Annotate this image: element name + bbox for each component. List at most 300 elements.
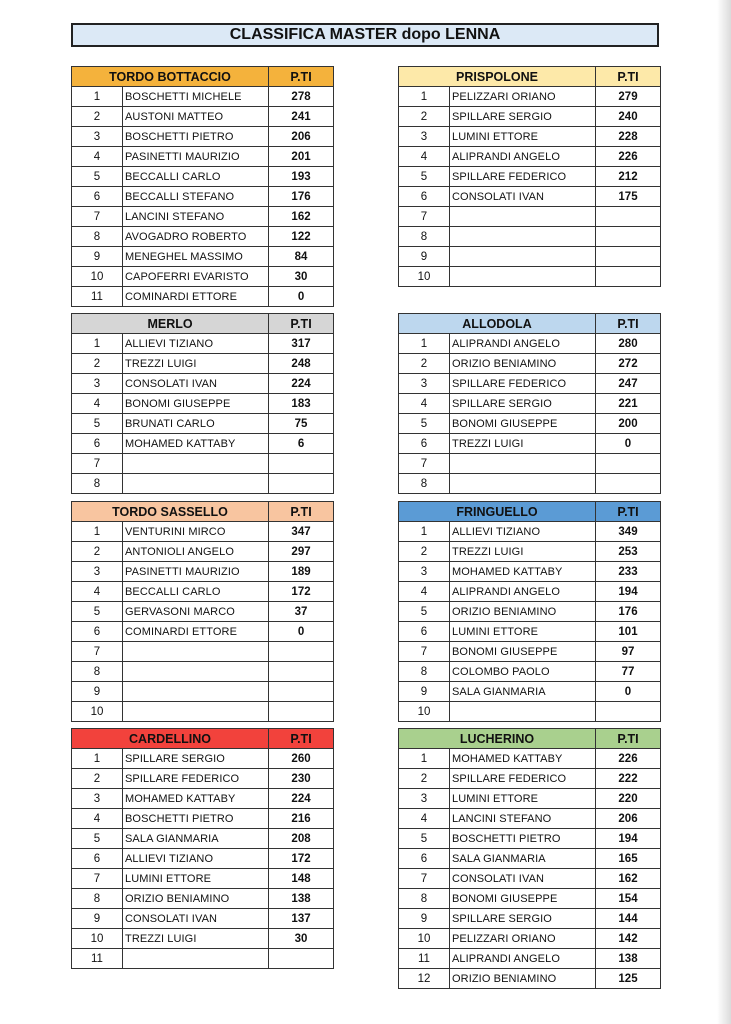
- competitor-points: 0: [596, 682, 661, 702]
- competitor-points: 138: [269, 889, 334, 909]
- table-header-row: [72, 314, 334, 334]
- table-row: [72, 87, 334, 107]
- table-row: [399, 869, 661, 889]
- competitor-name: TREZZI LUIGI: [450, 542, 596, 562]
- rank-position: 5: [72, 602, 123, 622]
- competitor-points: [269, 642, 334, 662]
- competitor-name: ALLIEVI TIZIANO: [450, 522, 596, 542]
- table-row: [399, 247, 661, 267]
- ranking-table-cardellino: [71, 728, 334, 969]
- competitor-name: BECCALLI CARLO: [123, 582, 269, 602]
- competitor-name: ANTONIOLI ANGELO: [123, 542, 269, 562]
- table-row: [399, 87, 661, 107]
- rank-position: 7: [399, 454, 450, 474]
- competitor-points: 165: [596, 849, 661, 869]
- competitor-name: MOHAMED KATTABY: [123, 434, 269, 454]
- table-row: [72, 829, 334, 849]
- competitor-name: LANCINI STEFANO: [450, 809, 596, 829]
- rank-position: 10: [399, 929, 450, 949]
- category-name: TORDO BOTTACCIO: [72, 67, 269, 87]
- competitor-points: 138: [596, 949, 661, 969]
- page-edge-shadow: [717, 0, 731, 1024]
- category-name: MERLO: [72, 314, 269, 334]
- competitor-name: BONOMI GIUSEPPE: [450, 414, 596, 434]
- rank-position: 6: [72, 849, 123, 869]
- rank-position: 6: [399, 849, 450, 869]
- competitor-points: 175: [596, 187, 661, 207]
- points-column-header: P.TI: [269, 314, 334, 334]
- competitor-name: GERVASONI MARCO: [123, 602, 269, 622]
- table-row: [399, 682, 661, 702]
- competitor-name: SPILLARE FEDERICO: [123, 769, 269, 789]
- table-row: [72, 769, 334, 789]
- competitor-name: BOSCHETTI MICHELE: [123, 87, 269, 107]
- table-row: [72, 749, 334, 769]
- category-name: ALLODOLA: [399, 314, 596, 334]
- competitor-name: [123, 702, 269, 722]
- competitor-name: CONSOLATI IVAN: [123, 374, 269, 394]
- competitor-points: 297: [269, 542, 334, 562]
- competitor-points: 30: [269, 267, 334, 287]
- competitor-points: 30: [269, 929, 334, 949]
- competitor-name: LUMINI ETTORE: [450, 622, 596, 642]
- competitor-name: [450, 247, 596, 267]
- competitor-points: 260: [269, 749, 334, 769]
- category-name: PRISPOLONE: [399, 67, 596, 87]
- table-row: [72, 562, 334, 582]
- competitor-points: 183: [269, 394, 334, 414]
- competitor-name: [123, 682, 269, 702]
- rank-position: 10: [72, 267, 123, 287]
- table-row: [399, 562, 661, 582]
- table-header-row: [72, 502, 334, 522]
- competitor-name: SPILLARE SERGIO: [450, 394, 596, 414]
- table-row: [399, 474, 661, 494]
- rank-position: 8: [72, 227, 123, 247]
- table-row: [72, 474, 334, 494]
- rank-position: 11: [72, 287, 123, 307]
- competitor-name: BRUNATI CARLO: [123, 414, 269, 434]
- competitor-points: 144: [596, 909, 661, 929]
- competitor-name: ALIPRANDI ANGELO: [450, 147, 596, 167]
- table-row: [399, 187, 661, 207]
- competitor-name: ALLIEVI TIZIANO: [123, 334, 269, 354]
- competitor-points: [596, 247, 661, 267]
- rank-position: 5: [72, 167, 123, 187]
- competitor-points: 162: [596, 869, 661, 889]
- competitor-points: 228: [596, 127, 661, 147]
- table-header-row: [399, 67, 661, 87]
- rank-position: 6: [399, 434, 450, 454]
- rank-position: 2: [72, 542, 123, 562]
- competitor-points: 122: [269, 227, 334, 247]
- ranking-table-merlo: [71, 313, 334, 494]
- rank-position: 9: [399, 247, 450, 267]
- table-header-row: [399, 729, 661, 749]
- competitor-name: LANCINI STEFANO: [123, 207, 269, 227]
- rank-position: 4: [399, 394, 450, 414]
- competitor-name: CONSOLATI IVAN: [450, 187, 596, 207]
- competitor-points: 247: [596, 374, 661, 394]
- competitor-points: 0: [269, 622, 334, 642]
- competitor-name: SALA GIANMARIA: [450, 849, 596, 869]
- table-row: [399, 107, 661, 127]
- rank-position: 11: [399, 949, 450, 969]
- competitor-name: BONOMI GIUSEPPE: [450, 889, 596, 909]
- table-header-row: [399, 314, 661, 334]
- competitor-points: [269, 454, 334, 474]
- points-column-header: P.TI: [269, 502, 334, 522]
- competitor-points: [596, 454, 661, 474]
- competitor-name: [450, 207, 596, 227]
- competitor-points: 6: [269, 434, 334, 454]
- table-row: [72, 394, 334, 414]
- competitor-points: 212: [596, 167, 661, 187]
- rank-position: 2: [399, 107, 450, 127]
- competitor-points: 137: [269, 909, 334, 929]
- table-row: [72, 622, 334, 642]
- points-column-header: P.TI: [596, 502, 661, 522]
- table-row: [72, 227, 334, 247]
- competitor-name: [123, 454, 269, 474]
- table-row: [72, 542, 334, 562]
- rank-position: 2: [399, 542, 450, 562]
- page-title: CLASSIFICA MASTER dopo LENNA: [71, 23, 659, 47]
- table-row: [72, 582, 334, 602]
- competitor-points: 226: [596, 147, 661, 167]
- rank-position: 2: [72, 107, 123, 127]
- rank-position: 8: [72, 889, 123, 909]
- table-row: [399, 267, 661, 287]
- points-column-header: P.TI: [596, 67, 661, 87]
- table-row: [72, 454, 334, 474]
- rank-position: 1: [72, 522, 123, 542]
- competitor-name: [123, 474, 269, 494]
- rank-position: 10: [399, 702, 450, 722]
- competitor-points: 194: [596, 829, 661, 849]
- table-row: [72, 949, 334, 969]
- rank-position: 8: [399, 662, 450, 682]
- competitor-name: [123, 662, 269, 682]
- competitor-name: [450, 702, 596, 722]
- rank-position: 7: [72, 642, 123, 662]
- competitor-name: BOSCHETTI PIETRO: [123, 127, 269, 147]
- table-row: [72, 107, 334, 127]
- table-row: [399, 909, 661, 929]
- competitor-points: 221: [596, 394, 661, 414]
- competitor-name: BECCALLI STEFANO: [123, 187, 269, 207]
- competitor-points: 216: [269, 809, 334, 829]
- competitor-points: [596, 474, 661, 494]
- table-row: [72, 374, 334, 394]
- table-row: [399, 522, 661, 542]
- competitor-name: SPILLARE SERGIO: [123, 749, 269, 769]
- rank-position: 2: [399, 354, 450, 374]
- category-name: TORDO SASSELLO: [72, 502, 269, 522]
- competitor-points: 208: [269, 829, 334, 849]
- rank-position: 7: [399, 207, 450, 227]
- competitor-name: CONSOLATI IVAN: [123, 909, 269, 929]
- table-row: [399, 207, 661, 227]
- competitor-name: AVOGADRO ROBERTO: [123, 227, 269, 247]
- table-row: [399, 969, 661, 989]
- points-column-header: P.TI: [269, 729, 334, 749]
- table-row: [72, 909, 334, 929]
- table-row: [399, 394, 661, 414]
- rank-position: 9: [72, 682, 123, 702]
- rank-position: 4: [72, 394, 123, 414]
- table-row: [72, 434, 334, 454]
- table-header-row: [72, 729, 334, 749]
- table-row: [72, 167, 334, 187]
- competitor-points: 224: [269, 374, 334, 394]
- competitor-points: 224: [269, 789, 334, 809]
- rank-position: 1: [399, 87, 450, 107]
- rank-position: 4: [72, 582, 123, 602]
- table-header-row: [72, 67, 334, 87]
- table-row: [72, 849, 334, 869]
- table-row: [399, 334, 661, 354]
- competitor-points: 77: [596, 662, 661, 682]
- rank-position: 12: [399, 969, 450, 989]
- rank-position: 7: [72, 207, 123, 227]
- table-row: [399, 949, 661, 969]
- rank-position: 7: [399, 869, 450, 889]
- competitor-name: PASINETTI MAURIZIO: [123, 562, 269, 582]
- table-row: [72, 287, 334, 307]
- competitor-points: [596, 207, 661, 227]
- competitor-name: [450, 227, 596, 247]
- ranking-table-allodola: [398, 313, 661, 494]
- competitor-points: [596, 702, 661, 722]
- rank-position: 8: [399, 474, 450, 494]
- competitor-points: 194: [596, 582, 661, 602]
- competitor-name: SPILLARE FEDERICO: [450, 374, 596, 394]
- table-row: [72, 207, 334, 227]
- rank-position: 9: [72, 909, 123, 929]
- table-row: [399, 167, 661, 187]
- competitor-points: 37: [269, 602, 334, 622]
- rank-position: 9: [399, 682, 450, 702]
- competitor-name: PELIZZARI ORIANO: [450, 929, 596, 949]
- competitor-points: 101: [596, 622, 661, 642]
- table-row: [72, 682, 334, 702]
- competitor-points: 193: [269, 167, 334, 187]
- rank-position: 1: [72, 749, 123, 769]
- competitor-name: COMINARDI ETTORE: [123, 622, 269, 642]
- competitor-name: MOHAMED KATTABY: [450, 749, 596, 769]
- category-name: FRINGUELLO: [399, 502, 596, 522]
- competitor-name: TREZZI LUIGI: [450, 434, 596, 454]
- rank-position: 5: [72, 414, 123, 434]
- rank-position: 4: [72, 147, 123, 167]
- table-row: [399, 642, 661, 662]
- rank-position: 2: [399, 769, 450, 789]
- competitor-points: 253: [596, 542, 661, 562]
- table-row: [399, 789, 661, 809]
- competitor-name: MENEGHEL MASSIMO: [123, 247, 269, 267]
- competitor-points: 222: [596, 769, 661, 789]
- rank-position: 3: [399, 789, 450, 809]
- competitor-name: AUSTONI MATTEO: [123, 107, 269, 127]
- rank-position: 5: [72, 829, 123, 849]
- table-row: [399, 662, 661, 682]
- competitor-points: 206: [596, 809, 661, 829]
- competitor-name: [123, 642, 269, 662]
- rank-position: 6: [72, 434, 123, 454]
- competitor-name: BOSCHETTI PIETRO: [450, 829, 596, 849]
- table-row: [399, 702, 661, 722]
- competitor-name: ALIPRANDI ANGELO: [450, 949, 596, 969]
- table-row: [72, 187, 334, 207]
- competitor-points: 230: [269, 769, 334, 789]
- rank-position: 4: [399, 809, 450, 829]
- table-row: [399, 434, 661, 454]
- ranking-table-lucherino: [398, 728, 661, 989]
- rank-position: 7: [399, 642, 450, 662]
- rank-position: 6: [399, 187, 450, 207]
- competitor-points: 162: [269, 207, 334, 227]
- table-row: [72, 334, 334, 354]
- table-row: [399, 602, 661, 622]
- competitor-points: [596, 267, 661, 287]
- competitor-points: [269, 682, 334, 702]
- rank-position: 3: [399, 127, 450, 147]
- table-row: [72, 354, 334, 374]
- table-row: [72, 522, 334, 542]
- competitor-points: 272: [596, 354, 661, 374]
- table-row: [72, 869, 334, 889]
- table-row: [399, 227, 661, 247]
- competitor-name: CONSOLATI IVAN: [450, 869, 596, 889]
- competitor-points: 220: [596, 789, 661, 809]
- rank-position: 8: [72, 662, 123, 682]
- competitor-points: 200: [596, 414, 661, 434]
- rank-position: 11: [72, 949, 123, 969]
- rank-position: 4: [399, 147, 450, 167]
- competitor-name: COLOMBO PAOLO: [450, 662, 596, 682]
- competitor-name: LUMINI ETTORE: [450, 789, 596, 809]
- table-row: [399, 454, 661, 474]
- table-row: [399, 809, 661, 829]
- competitor-points: [269, 702, 334, 722]
- table-row: [399, 542, 661, 562]
- category-name: LUCHERINO: [399, 729, 596, 749]
- rank-position: 10: [399, 267, 450, 287]
- rank-position: 9: [399, 909, 450, 929]
- competitor-points: 125: [596, 969, 661, 989]
- rank-position: 3: [72, 789, 123, 809]
- competitor-name: ORIZIO BENIAMINO: [123, 889, 269, 909]
- competitor-points: 279: [596, 87, 661, 107]
- competitor-points: [596, 227, 661, 247]
- ranking-table-tordo-sassello: [71, 501, 334, 722]
- competitor-name: BONOMI GIUSEPPE: [123, 394, 269, 414]
- table-header-row: [399, 502, 661, 522]
- rank-position: 3: [399, 562, 450, 582]
- competitor-name: TREZZI LUIGI: [123, 929, 269, 949]
- table-row: [72, 789, 334, 809]
- competitor-points: 172: [269, 582, 334, 602]
- competitor-name: SPILLARE FEDERICO: [450, 167, 596, 187]
- competitor-points: 97: [596, 642, 661, 662]
- competitor-points: 248: [269, 354, 334, 374]
- table-row: [399, 769, 661, 789]
- table-row: [399, 829, 661, 849]
- rank-position: 2: [72, 354, 123, 374]
- rank-position: 3: [72, 562, 123, 582]
- table-row: [72, 929, 334, 949]
- rank-position: 4: [72, 809, 123, 829]
- competitor-points: 240: [596, 107, 661, 127]
- table-row: [72, 267, 334, 287]
- table-row: [399, 582, 661, 602]
- rank-position: 3: [72, 374, 123, 394]
- table-row: [72, 702, 334, 722]
- table-row: [399, 127, 661, 147]
- competitor-points: 75: [269, 414, 334, 434]
- competitor-points: 0: [269, 287, 334, 307]
- rank-position: 1: [399, 522, 450, 542]
- points-column-header: P.TI: [596, 314, 661, 334]
- rank-position: 1: [399, 749, 450, 769]
- competitor-points: 189: [269, 562, 334, 582]
- competitor-name: SALA GIANMARIA: [450, 682, 596, 702]
- competitor-name: PELIZZARI ORIANO: [450, 87, 596, 107]
- competitor-name: ALLIEVI TIZIANO: [123, 849, 269, 869]
- rank-position: 8: [72, 474, 123, 494]
- competitor-points: [269, 662, 334, 682]
- competitor-points: 142: [596, 929, 661, 949]
- competitor-name: SPILLARE SERGIO: [450, 107, 596, 127]
- competitor-name: CAPOFERRI EVARISTO: [123, 267, 269, 287]
- table-row: [72, 662, 334, 682]
- rank-position: 10: [72, 702, 123, 722]
- table-row: [72, 414, 334, 434]
- table-row: [72, 127, 334, 147]
- competitor-points: 176: [596, 602, 661, 622]
- table-row: [399, 147, 661, 167]
- rank-position: 7: [72, 454, 123, 474]
- competitor-name: ALIPRANDI ANGELO: [450, 582, 596, 602]
- rank-position: 1: [72, 87, 123, 107]
- competitor-points: 84: [269, 247, 334, 267]
- competitor-name: ORIZIO BENIAMINO: [450, 969, 596, 989]
- rank-position: 6: [72, 622, 123, 642]
- competitor-points: 280: [596, 334, 661, 354]
- competitor-name: SALA GIANMARIA: [123, 829, 269, 849]
- competitor-name: ORIZIO BENIAMINO: [450, 354, 596, 374]
- competitor-points: 278: [269, 87, 334, 107]
- rank-position: 5: [399, 829, 450, 849]
- rank-position: 7: [72, 869, 123, 889]
- competitor-name: [450, 474, 596, 494]
- table-row: [72, 247, 334, 267]
- rank-position: 3: [399, 374, 450, 394]
- competitor-points: 317: [269, 334, 334, 354]
- competitor-name: MOHAMED KATTABY: [123, 789, 269, 809]
- competitor-name: LUMINI ETTORE: [450, 127, 596, 147]
- rank-position: 4: [399, 582, 450, 602]
- competitor-name: ALIPRANDI ANGELO: [450, 334, 596, 354]
- competitor-points: 241: [269, 107, 334, 127]
- competitor-name: BONOMI GIUSEPPE: [450, 642, 596, 662]
- table-row: [399, 622, 661, 642]
- competitor-points: 148: [269, 869, 334, 889]
- table-row: [399, 354, 661, 374]
- competitor-points: 0: [596, 434, 661, 454]
- competitor-points: 201: [269, 147, 334, 167]
